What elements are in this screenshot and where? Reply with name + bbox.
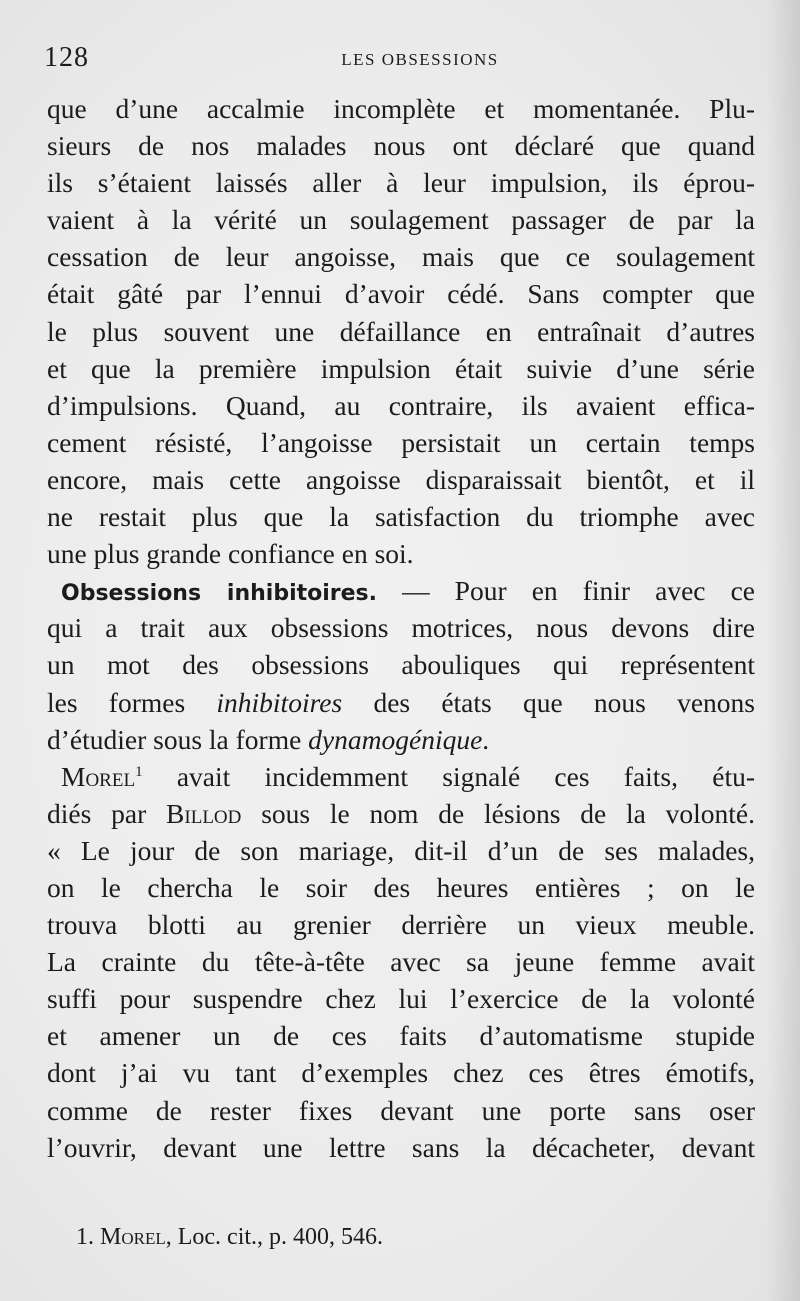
footnote — [76, 1224, 383, 1251]
text-fragment: d’étudier sous la forme — [47, 723, 302, 755]
author-name: Billod — [166, 797, 242, 829]
punctuation: . — [482, 723, 490, 755]
section-heading-line — [47, 572, 755, 609]
footnote-number: 1. — [76, 1224, 94, 1250]
text-line: encore, mais cette angoisse disparaissait bientôt, et il — [47, 463, 755, 495]
text-fragment: sous le nom de lésions de la volonté. — [261, 797, 756, 829]
footnote-text: , Loc. cit., p. 400, 546. — [165, 1224, 384, 1250]
text-line: et amener un de ces faits d’automatisme stupide — [47, 1020, 755, 1052]
author-name: Morel — [61, 760, 136, 792]
footnote-reference: 1 — [135, 763, 143, 780]
text-line: trouva blotti au grenier derrière un vieux meuble. — [47, 909, 755, 941]
body-text — [47, 90, 755, 1166]
page-header — [44, 42, 756, 82]
section-heading: Obsessions inhibitoires. — [61, 581, 378, 607]
italic-term: inhibitoires — [216, 686, 343, 718]
text-line: sieurs de nos malades nous ont déclaré que quand — [47, 130, 755, 162]
text-line: était gâté par l’ennui d’avoir cédé. Sans compter que — [47, 278, 755, 310]
text-line: comme de rester fixes devant une porte sans oser — [47, 1094, 755, 1126]
text-line — [47, 721, 755, 758]
text-line: un mot des obsessions abouliques qui représentent — [47, 649, 755, 681]
text-line: vaient à la vérité un soulagement passager de par la — [47, 204, 755, 236]
page-number: 128 — [44, 42, 89, 73]
text-fragment: des états que nous venons — [373, 686, 756, 718]
text-line: on le chercha le soir des heures entières ; on le — [47, 871, 755, 903]
text-line — [47, 758, 755, 795]
text-fragment: diés par — [47, 797, 147, 829]
text-line: « Le jour de son mariage, dit-il d’un de ses malades, — [47, 834, 755, 866]
text-fragment: avait incidemment signalé ces faits, étu- — [176, 760, 756, 792]
text-line: cement résisté, l’angoisse persistait un certain temps — [47, 426, 755, 458]
footnote-author: Morel — [100, 1224, 166, 1250]
text-line: ne restait plus que la satisfaction du triomphe avec — [47, 501, 755, 533]
text-line: l’ouvrir, devant une lettre sans la décacheter, devant — [47, 1131, 755, 1163]
text-line: une plus grande confiance en soi. — [47, 538, 414, 570]
text-line: d’impulsions. Quand, au contraire, ils avaient effica- — [47, 389, 755, 421]
text-line: que d’une accalmie incomplète et momentanée. Plu- — [47, 93, 755, 124]
italic-term: dynamogénique — [308, 723, 483, 755]
page-edge-shadow — [766, 0, 800, 1301]
text-line — [47, 684, 755, 721]
text-line: et que la première impulsion était suivie d’une série — [47, 352, 755, 384]
text-line — [47, 795, 755, 832]
text-fragment: les formes — [47, 686, 217, 718]
text-fragment: Pour en finir avec ce — [454, 575, 755, 607]
running-title: LES OBSESSIONS — [341, 50, 499, 69]
text-line: dont j’ai vu tant d’exemples chez ces êtres émotifs, — [47, 1057, 755, 1089]
text-line: La crainte du tête-à-tête avec sa jeune femme avait — [47, 946, 755, 978]
em-dash: — — [377, 575, 455, 607]
text-line: qui a trait aux obsessions motrices, nous devons dire — [47, 612, 755, 644]
text-line: le plus souvent une défaillance en entraînait d’autres — [47, 315, 755, 347]
text-line: cessation de leur angoisse, mais que ce soulagement — [47, 241, 755, 273]
text-line: suffi pour suspendre chez lui l’exercice de la volonté — [47, 983, 755, 1015]
text-line: ils s’étaient laissés aller à leur impulsion, ils éprou- — [47, 167, 755, 199]
